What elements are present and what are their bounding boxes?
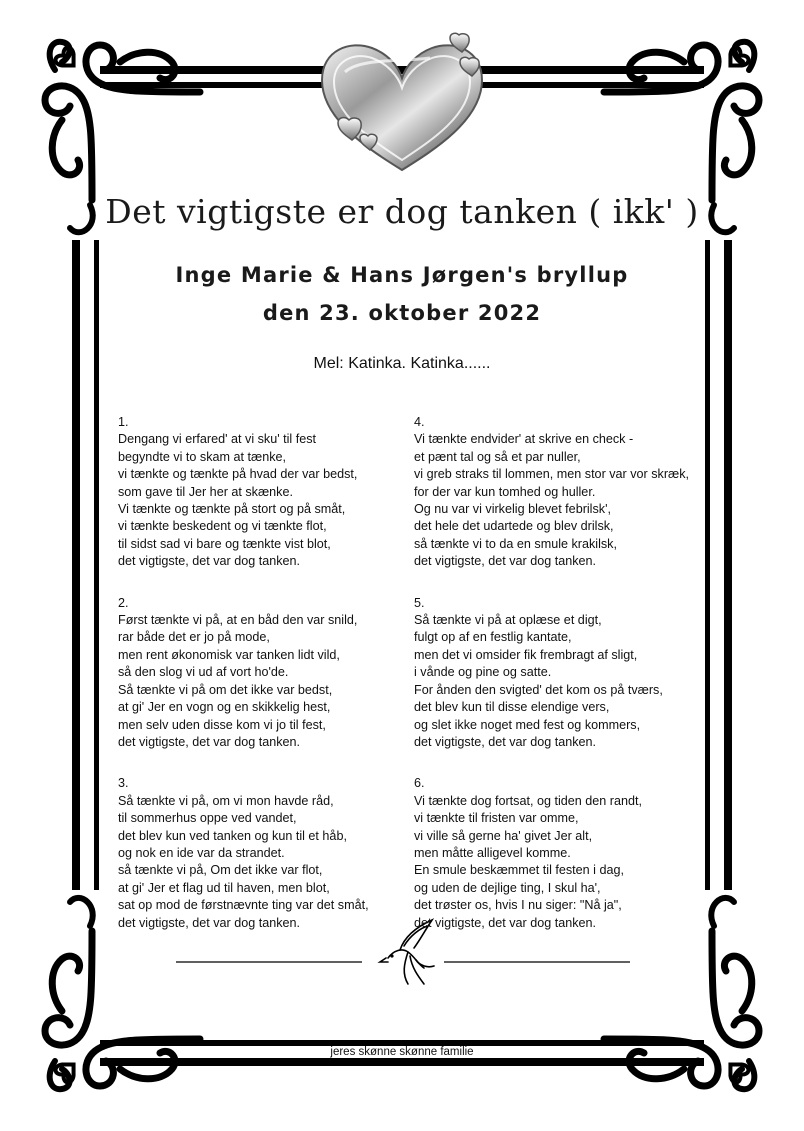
verse xyxy=(414,775,714,932)
verse-line: og nok en ide var da strandet. xyxy=(118,845,285,860)
verse-line: til sidst sad vi bare og tænkte vist blot, xyxy=(118,536,331,551)
verse-line: at gi' Jer et flag ud til haven, men blot, xyxy=(118,880,330,895)
verse-line: Vi tænkte og tænkte på stort og på småt, xyxy=(118,502,346,517)
verse-line: Så tænkte vi på om det ikke var bedst, xyxy=(118,682,333,697)
verse-line: For ånden den svigted' det kom os på tværs, xyxy=(414,682,663,697)
verse-number: 1. xyxy=(118,415,129,429)
verse-number: 6. xyxy=(414,776,425,791)
verse-line: Dengang vi erfared' at vi sku' til fest xyxy=(118,432,317,447)
verse-number: 2. xyxy=(118,595,129,610)
silver-heart-icon xyxy=(322,33,482,170)
verse-line: det vigtigste, det var dog tanken. xyxy=(118,554,301,569)
verse-line: En smule beskæmmet til festen i dag, xyxy=(414,863,624,878)
verse-line: vi greb straks til lommen, men stor var vor skræk, xyxy=(414,467,690,482)
verse-line: for der var kun tomhed og huller. xyxy=(414,484,596,499)
verse-number: 3. xyxy=(118,776,129,791)
verse-line: det blev kun ved tanken og kun til et håb, xyxy=(118,828,347,843)
verse-line: og uden de dejlige ting, I skul ha', xyxy=(414,880,601,895)
verse-line: at gi' Jer en vogn og en skikkelig hest, xyxy=(118,700,331,715)
page-title: Det vigtigste er dog tanken ( ikk' ) xyxy=(105,192,699,231)
verse-line: til sommerhus oppe ved vandet, xyxy=(118,811,297,826)
verses-left-column xyxy=(118,414,418,956)
verse-line: Så tænkte vi på, om vi mon havde råd, xyxy=(118,793,334,808)
verse-line: Så tænkte vi på at oplæse et digt, xyxy=(414,613,602,628)
verse-line: og slet ikke noget med fest og kommers, xyxy=(414,717,641,732)
couple-names: Inge Marie & Hans Jørgen's bryllup xyxy=(175,263,629,287)
verse-line: så tænkte vi på, Om det ikke var flot, xyxy=(118,863,323,878)
verse-line: men rent økonomisk var tanken lidt vild, xyxy=(118,647,340,662)
verse-line: Vi tænkte dog fortsat, og tiden den randt, xyxy=(414,793,643,808)
verse xyxy=(118,414,418,571)
verse-line: det blev kun til disse elendige vers, xyxy=(414,700,610,715)
verse-line: Vi tænkte endvider' at skrive en check - xyxy=(414,432,634,447)
melody-line: Mel: Katinka. Katinka...... xyxy=(313,355,491,372)
verse-line: det vigtigste, det var dog tanken. xyxy=(414,915,597,930)
verse-line: sat op mod de førstnævnte ting var det småt, xyxy=(118,898,369,913)
verse-line: Og nu var vi virkelig blevet febrilsk', xyxy=(414,502,611,517)
verse-line: i vånde og pine og satte. xyxy=(414,665,552,680)
wedding-date: den 23. oktober 2022 xyxy=(262,301,542,325)
verse-line: men selv uden disse kom vi jo til fest, xyxy=(118,717,326,732)
verse-line: Først tænkte vi på, at en båd den var snild, xyxy=(118,613,358,628)
verse-line: et pænt tal og så et par nuller, xyxy=(414,449,581,464)
verse-number: 5. xyxy=(414,595,425,610)
verse-line: det hele det udartede og blev drilsk, xyxy=(414,519,614,534)
verses-right-column xyxy=(414,414,714,956)
verse xyxy=(414,595,714,752)
verse xyxy=(118,595,418,752)
verse-line: vi tænkte beskedent og vi tænkte flot, xyxy=(118,519,327,534)
verse-line: fulgt op af en festlig kantate, xyxy=(414,630,572,645)
verse-line: det vigtigste, det var dog tanken. xyxy=(414,734,597,749)
verse-line: det vigtigste, det var dog tanken. xyxy=(118,915,301,930)
verse xyxy=(414,414,714,571)
verse xyxy=(118,775,418,932)
verse-line: men måtte alligevel komme. xyxy=(414,845,571,860)
verse-line: så tænkte vi to da en smule krakilsk, xyxy=(414,536,617,551)
verse-line: det vigtigste, det var dog tanken. xyxy=(118,734,301,749)
footer-signature: jeres skønne skønne familie xyxy=(330,1046,474,1058)
verse-line: rar både det er jo på mode, xyxy=(118,630,270,645)
verse-line: det trøster os, hvis I nu siger: "Nå ja", xyxy=(414,898,622,913)
verse-line: vi ville så gerne ha' givet Jer alt, xyxy=(414,828,593,843)
verse-line: men det vi omsider fik frembragt af sligt, xyxy=(414,647,638,662)
verse-line: begyndte vi to skam at tænke, xyxy=(118,449,287,464)
verse-line: så den slog vi ud af vort ho'de. xyxy=(118,665,289,680)
verse-line: som gave til Jer her at skænke. xyxy=(118,484,293,499)
verse-line: vi tænkte til fristen var omme, xyxy=(414,811,579,826)
verse-number: 4. xyxy=(414,415,425,429)
verse-line: det vigtigste, det var dog tanken. xyxy=(414,554,597,569)
verse-line: vi tænkte og tænkte på hvad der var bedst, xyxy=(118,467,358,482)
